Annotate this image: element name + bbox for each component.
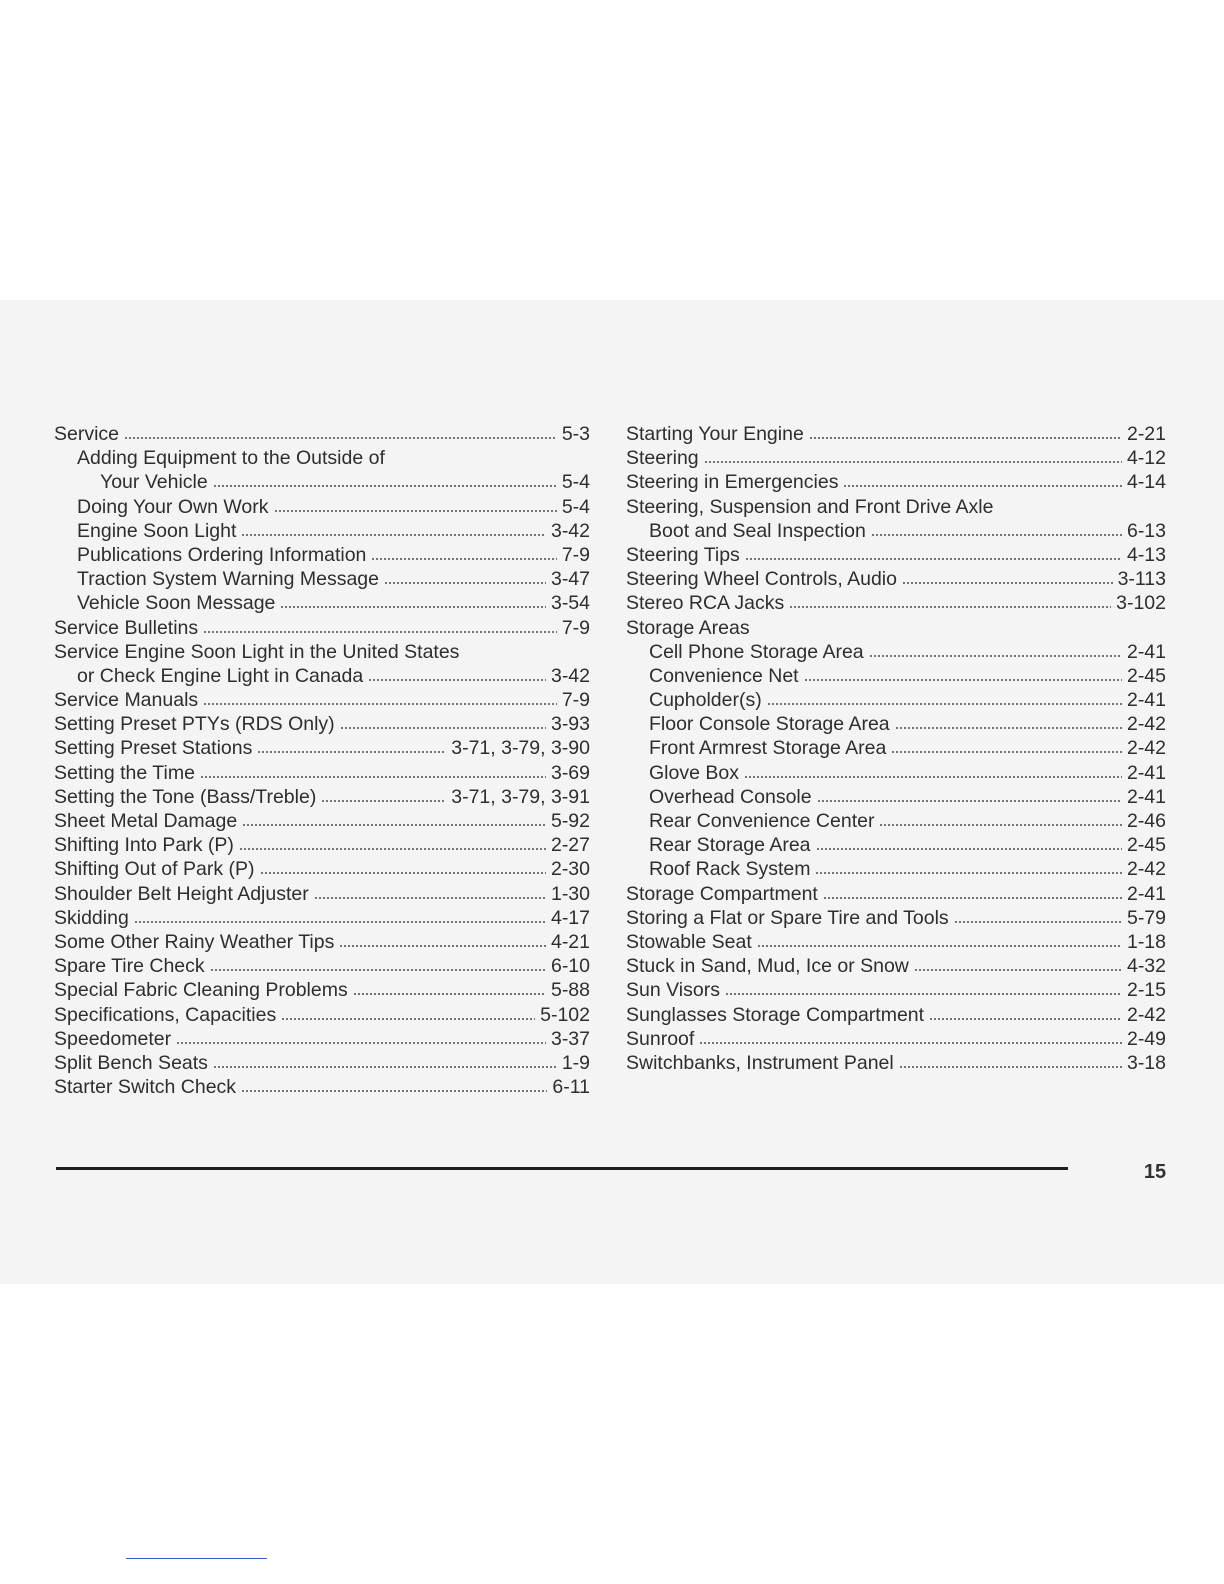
index-entry xyxy=(54,857,590,881)
dot-leader xyxy=(280,605,546,609)
dot-leader xyxy=(281,1017,535,1021)
index-entry xyxy=(54,954,590,978)
index-entry-label: Some Other Rainy Weather Tips xyxy=(54,930,335,953)
index-entry-label: Adding Equipment to the Outside of xyxy=(77,447,385,470)
bottom-link-underline xyxy=(126,1558,267,1559)
index-entry xyxy=(54,930,590,954)
index-entry-page: 3-71, 3-79, 3-91 xyxy=(451,785,590,808)
dot-leader xyxy=(213,1065,557,1069)
index-entry-label: Shoulder Belt Height Adjuster xyxy=(54,882,309,905)
index-entry-label: Stuck in Sand, Mud, Ice or Snow xyxy=(626,955,909,978)
index-entry-label: Speedometer xyxy=(54,1027,172,1050)
index-entry xyxy=(626,1051,1166,1075)
index-entry-label: Steering, Suspension and Front Drive Axle xyxy=(626,495,994,518)
index-entry xyxy=(626,495,1166,519)
dot-leader xyxy=(879,823,1122,827)
index-entry xyxy=(54,567,590,591)
index-entry-page: 3-69 xyxy=(550,761,590,784)
index-entry-page: 3-37 xyxy=(550,1027,590,1050)
index-entry-page: 5-4 xyxy=(561,471,590,494)
index-entry xyxy=(626,833,1166,857)
dot-leader xyxy=(817,799,1122,803)
index-entry xyxy=(54,882,590,906)
index-entry-label: Steering in Emergencies xyxy=(626,471,839,494)
index-entry xyxy=(626,857,1166,881)
dot-leader xyxy=(869,654,1122,658)
index-entry xyxy=(626,543,1166,567)
index-entry xyxy=(626,978,1166,1002)
index-entry-page: 2-49 xyxy=(1126,1027,1166,1050)
dot-leader xyxy=(954,920,1122,924)
index-entry-page: 2-46 xyxy=(1126,810,1166,832)
dot-leader xyxy=(699,1041,1122,1045)
index-entry-label: Sunroof xyxy=(626,1027,695,1050)
dot-leader xyxy=(871,533,1122,537)
index-left-column xyxy=(54,422,590,1099)
dot-leader xyxy=(809,436,1122,440)
index-right-column xyxy=(626,422,1166,1075)
index-entry-label: Steering Wheel Controls, Audio xyxy=(626,568,897,591)
dot-leader xyxy=(203,630,557,634)
index-entry-label: Setting the Tone (Bass/Treble) xyxy=(54,785,317,808)
index-entry-label: Shifting Into Park (P) xyxy=(54,834,234,857)
index-entry xyxy=(626,882,1166,906)
index-entry xyxy=(54,761,590,785)
index-entry-label: or Check Engine Light in Canada xyxy=(77,664,364,687)
dot-leader xyxy=(891,750,1122,754)
index-entry-page: 4-14 xyxy=(1126,471,1166,494)
index-entry-label: Your Vehicle xyxy=(100,471,208,494)
dot-leader xyxy=(725,992,1122,996)
index-entry-page: 7-9 xyxy=(561,689,590,712)
index-entry xyxy=(626,616,1166,640)
index-entry xyxy=(54,712,590,736)
index-entry-label: Storage Compartment xyxy=(626,882,818,905)
dot-leader xyxy=(353,992,546,996)
index-entry-page: 2-30 xyxy=(550,858,590,881)
index-entry-page: 1-18 xyxy=(1126,930,1166,953)
index-entry-label: Sun Visors xyxy=(626,979,720,1002)
index-entry-page: 3-54 xyxy=(550,592,590,615)
index-entry-label: Storing a Flat or Spare Tire and Tools xyxy=(626,906,949,929)
index-entry-page: 5-4 xyxy=(561,495,590,518)
index-entry xyxy=(54,519,590,543)
index-entry-page: 3-113 xyxy=(1117,568,1166,591)
index-entry xyxy=(54,495,590,519)
index-entry xyxy=(54,1051,590,1075)
index-entry-page: 2-27 xyxy=(550,834,590,857)
dot-leader xyxy=(134,920,546,924)
dot-leader xyxy=(902,581,1113,585)
index-entry-label: Rear Convenience Center xyxy=(649,810,875,832)
index-entry xyxy=(54,470,590,494)
index-entry xyxy=(54,1027,590,1051)
index-entry-label: Doing Your Own Work xyxy=(77,495,269,518)
index-entry xyxy=(626,664,1166,688)
index-entry-page: 6-10 xyxy=(550,955,590,978)
index-entry-page: 7-9 xyxy=(561,543,590,566)
footer-rule xyxy=(56,1167,1068,1170)
index-entry-page: 3-47 xyxy=(550,568,590,591)
index-entry-label: Starting Your Engine xyxy=(626,423,804,445)
index-entry-page: 4-12 xyxy=(1126,447,1166,470)
index-entry xyxy=(626,761,1166,785)
index-entry-label: Skidding xyxy=(54,906,129,929)
index-entry-page: 2-21 xyxy=(1126,423,1166,445)
index-entry-label: Split Bench Seats xyxy=(54,1051,208,1074)
index-entry xyxy=(626,1027,1166,1051)
index-entry-page: 2-45 xyxy=(1126,834,1166,857)
dot-leader xyxy=(704,460,1122,464)
index-entry-label: Specifications, Capacities xyxy=(54,1003,277,1026)
dot-leader xyxy=(241,1089,547,1093)
index-entry-page: 5-79 xyxy=(1126,906,1166,929)
index-entry-label: Stereo RCA Jacks xyxy=(626,592,785,615)
index-entry xyxy=(626,906,1166,930)
dot-leader xyxy=(339,944,546,948)
dot-leader xyxy=(823,896,1122,900)
index-entry-label: Starter Switch Check xyxy=(54,1076,237,1099)
index-entry-label: Service Bulletins xyxy=(54,616,199,639)
dot-leader xyxy=(816,847,1122,851)
index-entry-label: Cupholder(s) xyxy=(649,689,762,712)
index-entry xyxy=(626,640,1166,664)
dot-leader xyxy=(368,678,546,682)
index-entry-page: 3-93 xyxy=(550,713,590,736)
index-entry-page: 1-9 xyxy=(561,1051,590,1074)
index-entry-label: Service xyxy=(54,423,120,445)
index-entry-label: Sunglasses Storage Compartment xyxy=(626,1003,925,1026)
index-entry-page: 5-88 xyxy=(550,979,590,1002)
dot-leader xyxy=(257,750,446,754)
index-entry-page: 4-21 xyxy=(550,930,590,953)
index-entry xyxy=(54,1075,590,1099)
dot-leader xyxy=(260,871,546,875)
index-entry xyxy=(626,422,1166,446)
index-entry-page: 2-41 xyxy=(1126,640,1166,663)
index-entry xyxy=(54,591,590,615)
dot-leader xyxy=(124,436,557,440)
index-entry-label: Floor Console Storage Area xyxy=(649,713,890,736)
dot-leader xyxy=(210,968,546,972)
dot-leader xyxy=(321,799,446,803)
index-entry-label: Roof Rack System xyxy=(649,858,811,881)
index-entry-page: 2-45 xyxy=(1126,664,1166,687)
index-entry-label: Glove Box xyxy=(649,761,739,784)
index-entry-page: 5-3 xyxy=(561,423,590,445)
index-entry xyxy=(626,519,1166,543)
index-entry-label: Setting the Time xyxy=(54,761,195,784)
index-entry xyxy=(626,930,1166,954)
dot-leader xyxy=(745,557,1122,561)
dot-leader xyxy=(929,1017,1122,1021)
index-entry xyxy=(54,664,590,688)
dot-leader xyxy=(371,557,556,561)
index-entry-page: 2-42 xyxy=(1126,737,1166,760)
index-entry-label: Service Engine Soon Light in the United States xyxy=(54,640,460,663)
index-entry xyxy=(626,470,1166,494)
index-entry-page: 6-13 xyxy=(1126,519,1166,542)
index-entry-label: Setting Preset PTYs (RDS Only) xyxy=(54,713,335,736)
index-entry-label: Engine Soon Light xyxy=(77,519,237,542)
index-entry-page: 3-71, 3-79, 3-90 xyxy=(451,737,590,760)
index-entry-page: 2-41 xyxy=(1126,882,1166,905)
index-entry xyxy=(626,591,1166,615)
dot-leader xyxy=(384,581,546,585)
index-entry-page: 4-17 xyxy=(550,906,590,929)
index-entry xyxy=(626,809,1166,833)
index-entry-page: 3-42 xyxy=(550,664,590,687)
index-entry-label: Traction System Warning Message xyxy=(77,568,379,591)
index-entry xyxy=(626,954,1166,978)
dot-leader xyxy=(274,509,557,513)
index-entry-label: Steering Tips xyxy=(626,543,740,566)
index-entry-page: 5-92 xyxy=(550,810,590,832)
index-entry-label: Convenience Net xyxy=(649,664,799,687)
index-entry xyxy=(54,833,590,857)
index-entry-label: Service Manuals xyxy=(54,689,199,712)
index-entry-page: 2-41 xyxy=(1126,761,1166,784)
dot-leader xyxy=(340,726,546,730)
index-entry xyxy=(626,785,1166,809)
index-entry xyxy=(626,1003,1166,1027)
index-entry xyxy=(54,978,590,1002)
index-entry xyxy=(54,736,590,760)
index-entry-page: 2-41 xyxy=(1126,785,1166,808)
dot-leader xyxy=(176,1041,546,1045)
index-entry-label: Spare Tire Check xyxy=(54,955,205,978)
index-entry xyxy=(54,446,590,470)
dot-leader xyxy=(239,847,546,851)
index-entry xyxy=(54,640,590,664)
index-entry xyxy=(54,616,590,640)
dot-leader xyxy=(213,484,557,488)
index-entry xyxy=(626,446,1166,470)
dot-leader xyxy=(314,896,546,900)
index-entry xyxy=(54,906,590,930)
index-entry-page: 2-41 xyxy=(1126,689,1166,712)
index-entry xyxy=(54,1003,590,1027)
index-entry xyxy=(54,543,590,567)
index-entry-label: Vehicle Soon Message xyxy=(77,592,276,615)
dot-leader xyxy=(914,968,1122,972)
index-entry xyxy=(54,422,590,446)
index-entry-label: Setting Preset Stations xyxy=(54,737,253,760)
index-entry-page: 3-42 xyxy=(550,519,590,542)
index-entry-label: Storage Areas xyxy=(626,616,750,639)
index-entry-label: Front Armrest Storage Area xyxy=(649,737,887,760)
dot-leader xyxy=(241,533,546,537)
index-entry-page: 2-42 xyxy=(1126,858,1166,881)
index-entry-label: Rear Storage Area xyxy=(649,834,811,857)
index-entry-page: 3-18 xyxy=(1126,1051,1166,1074)
index-entry-page: 3-102 xyxy=(1116,592,1166,615)
index-entry-page: 4-32 xyxy=(1126,955,1166,978)
index-entry-label: Steering xyxy=(626,447,699,470)
dot-leader xyxy=(815,871,1122,875)
dot-leader xyxy=(804,678,1122,682)
index-entry xyxy=(54,785,590,809)
index-entry-page: 2-42 xyxy=(1126,1003,1166,1026)
index-entry-label: Stowable Seat xyxy=(626,930,752,953)
index-entry xyxy=(54,688,590,712)
index-entry-label: Switchbanks, Instrument Panel xyxy=(626,1051,894,1074)
index-entry-page: 2-42 xyxy=(1126,713,1166,736)
index-entry-label: Overhead Console xyxy=(649,785,812,808)
index-entry xyxy=(54,809,590,833)
dot-leader xyxy=(899,1065,1122,1069)
dot-leader xyxy=(744,775,1122,779)
index-entry-page: 7-9 xyxy=(561,616,590,639)
index-entry-page: 6-11 xyxy=(552,1076,590,1099)
index-entry-label: Boot and Seal Inspection xyxy=(649,519,866,542)
index-entry xyxy=(626,712,1166,736)
dot-leader xyxy=(242,823,546,827)
dot-leader xyxy=(895,726,1122,730)
dot-leader xyxy=(767,702,1122,706)
index-entry-label: Shifting Out of Park (P) xyxy=(54,858,255,881)
index-entry-label: Cell Phone Storage Area xyxy=(649,640,864,663)
dot-leader xyxy=(843,484,1122,488)
index-entry-page: 1-30 xyxy=(550,882,590,905)
index-entry xyxy=(626,736,1166,760)
index-entry-page: 2-15 xyxy=(1126,979,1166,1002)
index-entry-label: Special Fabric Cleaning Problems xyxy=(54,979,348,1002)
dot-leader xyxy=(200,775,546,779)
index-entry xyxy=(626,567,1166,591)
dot-leader xyxy=(757,944,1122,948)
dot-leader xyxy=(203,702,557,706)
index-entry-label: Publications Ordering Information xyxy=(77,543,367,566)
index-entry-page: 5-102 xyxy=(540,1003,590,1026)
page-number: 15 xyxy=(1143,1161,1167,1183)
index-entry-label: Sheet Metal Damage xyxy=(54,810,238,832)
dot-leader xyxy=(789,605,1111,609)
index-entry xyxy=(626,688,1166,712)
index-entry-page: 4-13 xyxy=(1126,543,1166,566)
